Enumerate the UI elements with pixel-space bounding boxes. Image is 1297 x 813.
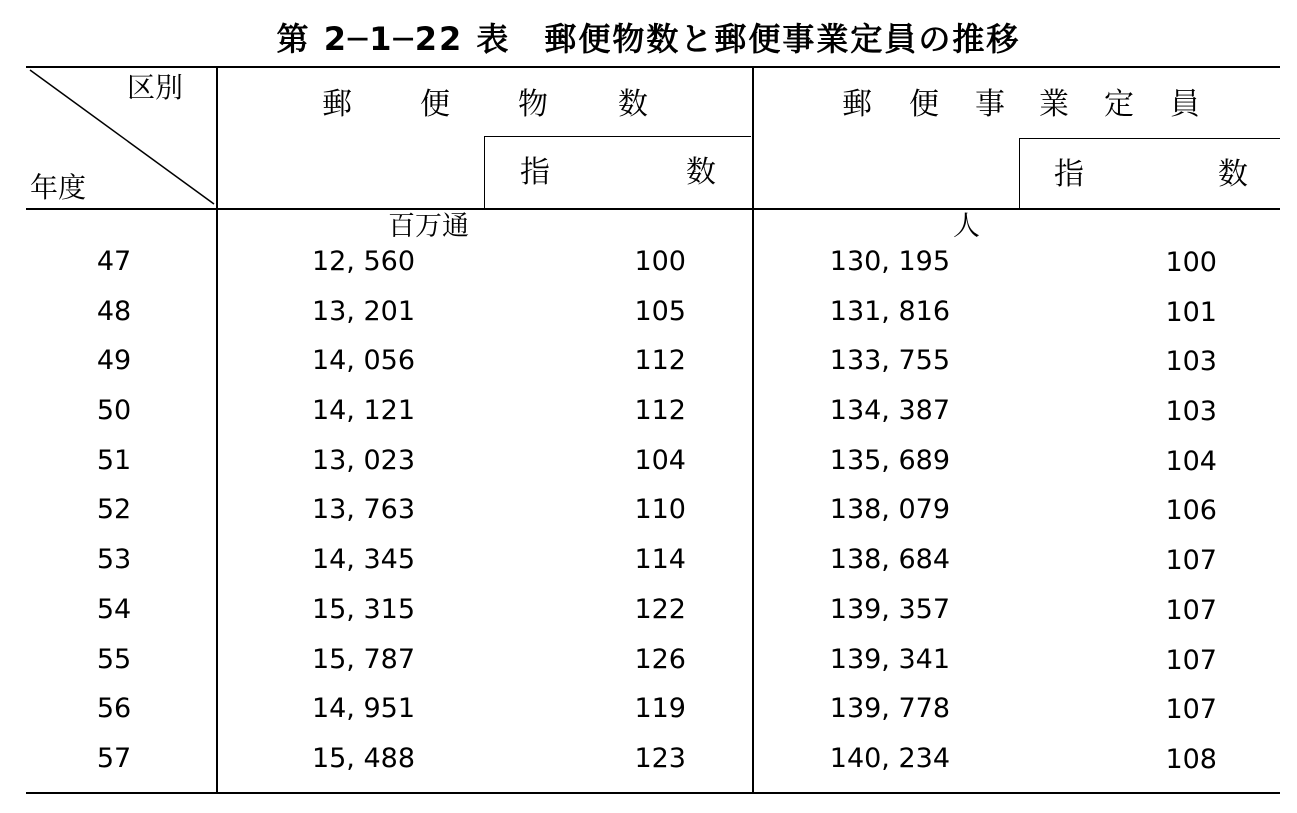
staff-count-cell: 131, 816 bbox=[829, 296, 950, 327]
staff-index-cell: 101 bbox=[1165, 297, 1217, 328]
mail-group-char-1: 郵 bbox=[322, 87, 352, 122]
staff-count-cell: 133, 755 bbox=[829, 345, 950, 376]
mail-index-cell: 123 bbox=[634, 743, 686, 774]
mail-group-char-3: 物 bbox=[518, 87, 548, 122]
staff-index-cell: 104 bbox=[1165, 446, 1217, 477]
mail-count-cell: 15, 488 bbox=[311, 743, 415, 774]
mail-count-cell: 15, 787 bbox=[311, 644, 415, 675]
year-cell: 55 bbox=[96, 644, 132, 675]
table-title: 第 2─1─22 表 郵便物数と郵便事業定員の推移 bbox=[276, 20, 1021, 58]
staff-group-char-1: 郵 bbox=[842, 87, 872, 122]
staff-index-cell: 103 bbox=[1165, 396, 1217, 427]
year-cell: 54 bbox=[96, 594, 132, 625]
year-cell: 53 bbox=[96, 544, 132, 575]
staff-count-cell: 139, 357 bbox=[829, 594, 950, 625]
staff-index-label-a: 指 bbox=[1054, 157, 1084, 192]
staff-index-cell: 106 bbox=[1165, 495, 1217, 526]
staff-index-cell: 107 bbox=[1165, 645, 1217, 676]
mail-index-cell: 119 bbox=[634, 693, 686, 724]
year-cell: 50 bbox=[96, 395, 132, 426]
mail-group-char-4: 数 bbox=[618, 87, 648, 122]
mail-unit-label: 百万通 bbox=[388, 211, 469, 242]
staff-count-cell: 139, 341 bbox=[829, 644, 950, 675]
mail-index-cell: 126 bbox=[634, 644, 686, 675]
mail-index-cell: 112 bbox=[634, 345, 686, 376]
mail-index-label-a: 指 bbox=[520, 155, 550, 190]
staff-group-char-3: 事 bbox=[975, 87, 1005, 122]
staff-index-cell: 100 bbox=[1165, 247, 1217, 278]
year-cell: 47 bbox=[96, 246, 132, 277]
year-cell: 52 bbox=[96, 494, 132, 525]
staff-index-cell: 107 bbox=[1165, 694, 1217, 725]
mail-index-cell: 114 bbox=[634, 544, 686, 575]
mail-index-label-b: 数 bbox=[686, 155, 716, 190]
mail-index-cell: 100 bbox=[634, 246, 686, 277]
staff-count-cell: 130, 195 bbox=[829, 246, 950, 277]
staff-count-cell: 140, 234 bbox=[829, 743, 950, 774]
year-cell: 57 bbox=[96, 743, 132, 774]
staff-count-cell: 139, 778 bbox=[829, 693, 950, 724]
mail-count-cell: 14, 056 bbox=[311, 345, 415, 376]
mail-index-cell: 122 bbox=[634, 594, 686, 625]
staff-count-cell: 138, 079 bbox=[829, 494, 950, 525]
staff-group-char-2: 便 bbox=[909, 87, 939, 122]
year-cell: 48 bbox=[96, 296, 132, 327]
staff-index-cell: 107 bbox=[1165, 595, 1217, 626]
staff-index-cell: 103 bbox=[1165, 346, 1217, 377]
staff-group-char-6: 員 bbox=[1170, 87, 1200, 122]
corner-category-label: 区別 bbox=[127, 71, 184, 104]
year-cell: 49 bbox=[96, 345, 132, 376]
mail-index-cell: 112 bbox=[634, 395, 686, 426]
mail-count-cell: 14, 345 bbox=[311, 544, 415, 575]
staff-index-label-b: 数 bbox=[1218, 157, 1248, 192]
staff-group-char-4: 業 bbox=[1039, 87, 1069, 122]
mail-count-cell: 15, 315 bbox=[311, 594, 415, 625]
corner-year-label: 年度 bbox=[30, 171, 87, 204]
staff-index-cell: 107 bbox=[1165, 545, 1217, 576]
mail-count-cell: 14, 121 bbox=[311, 395, 415, 426]
mail-count-cell: 13, 201 bbox=[311, 296, 415, 327]
mail-count-cell: 14, 951 bbox=[311, 693, 415, 724]
staff-unit-label: 人 bbox=[953, 211, 980, 242]
staff-count-cell: 135, 689 bbox=[829, 445, 950, 476]
mail-index-cell: 110 bbox=[634, 494, 686, 525]
year-cell: 56 bbox=[96, 693, 132, 724]
staff-index-cell: 108 bbox=[1165, 744, 1217, 775]
year-cell: 51 bbox=[96, 445, 132, 476]
mail-index-cell: 105 bbox=[634, 296, 686, 327]
mail-count-cell: 13, 023 bbox=[311, 445, 415, 476]
staff-count-cell: 134, 387 bbox=[829, 395, 950, 426]
mail-index-cell: 104 bbox=[634, 445, 686, 476]
staff-count-cell: 138, 684 bbox=[829, 544, 950, 575]
mail-count-cell: 12, 560 bbox=[311, 246, 415, 277]
mail-group-char-2: 便 bbox=[420, 87, 450, 122]
staff-group-char-5: 定 bbox=[1104, 87, 1134, 122]
mail-count-cell: 13, 763 bbox=[311, 494, 415, 525]
